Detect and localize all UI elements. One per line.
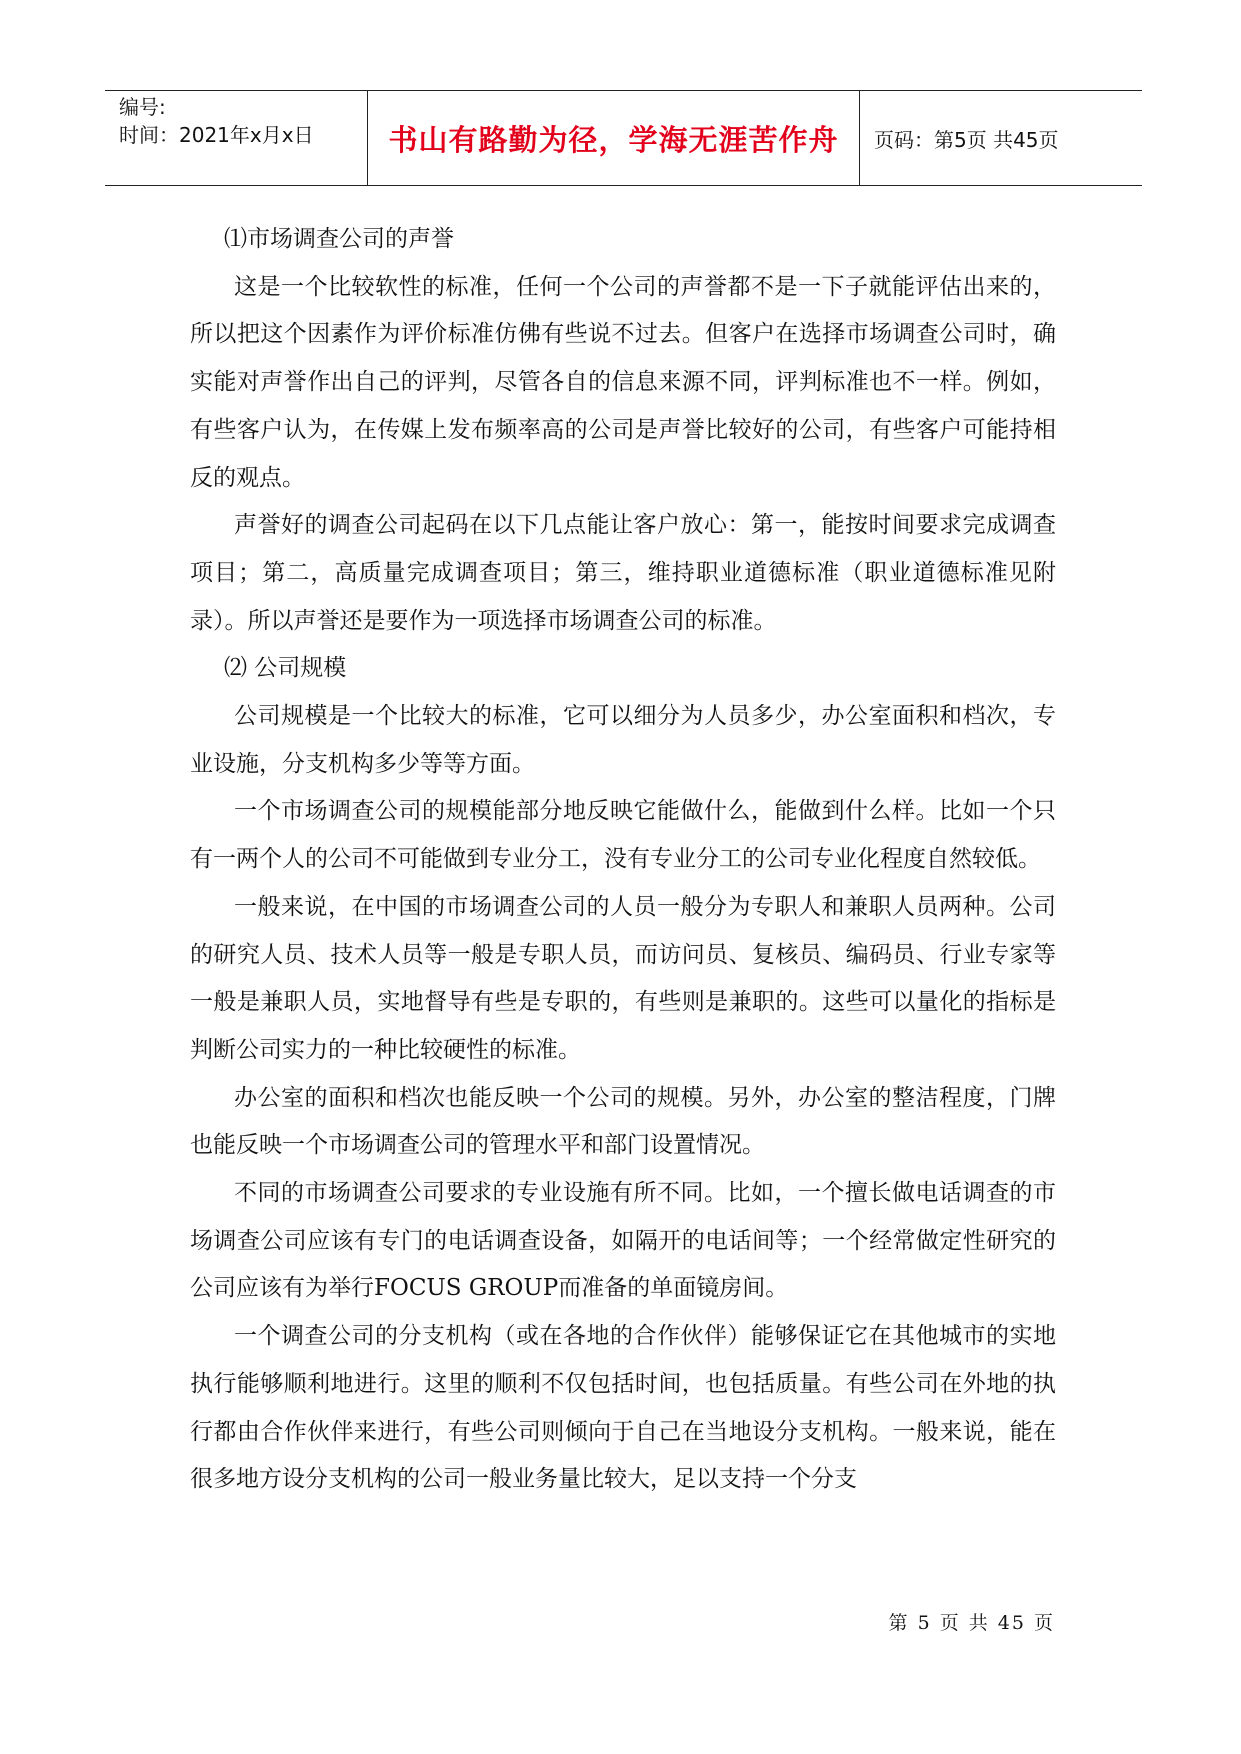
paragraph: 办公室的面积和档次也能反映一个公司的规模。另外，办公室的整洁程度，门牌也能反映一个市场调查公司的管理水平和部门设置情况。 <box>190 1084 1056 1159</box>
paragraph: 一般来说，在中国的市场调查公司的人员一般分为专职人和兼职人员两种。公司的研究人员、技术人员等一般是专职人员，而访问员、复核员、编码员、行业专家等一般是兼职人员，实地督导有些是专职的，有些则是兼职的。这些可以量化的指标是判断公司实力的一种比较硬性的标准。 <box>190 893 1056 1063</box>
document-body <box>190 216 1056 1504</box>
number-label: 编号: <box>119 95 166 119</box>
page-footer: 第 5 页 共 45 页 <box>888 1612 1055 1634</box>
paragraph: 不同的市场调查公司要求的专业设施有所不同。比如，一个擅长做电话调查的市场调查公司应该有专门的电话调查设备，如隔开的电话间等；一个经常做定性研究的公司应该有为举行FOCUS GROUP而准备的单面镜房间。 <box>190 1180 1056 1302</box>
section-heading-scale: ⑵ 公司规模 <box>224 655 347 682</box>
paragraph: 公司规模是一个比较大的标准，它可以细分为人员多少，办公室面积和档次，专业设施，分支机构多少等等方面。 <box>190 703 1056 777</box>
header-meta <box>105 91 368 185</box>
paragraph: 一个调查公司的分支机构（或在各地的合作伙伴）能够保证它在其他城市的实地执行能够顺利地进行。这里的顺利不仅包括时间，也包括质量。有些公司在外地的执行都由合作伙伴来进行，有些公司则倾向于自己在当地设分支机构。一般来说，能在很多地方设分支机构的公司一般业务量比较大，足以支持一个分支 <box>190 1323 1056 1493</box>
paragraph: 这是一个比较软性的标准，任何一个公司的声誉都不是一下子就能评估出来的，所以把这个因素作为评价标准仿佛有些说不过去。但客户在选择市场调查公司时，确实能对声誉作出自己的评判，尽管各自的信息来源不同，评判标准也不一样。例如，有些客户认为，在传媒上发布频率高的公司是声誉比较好的公司，有些客户可能持相反的观点。 <box>190 273 1056 491</box>
page-header <box>105 90 1142 186</box>
header-page-info: 页码：第5页 共45页 <box>874 127 1059 152</box>
time-label: 时间：2021年x月x日 <box>119 123 314 147</box>
paragraph: 声誉好的调查公司起码在以下几点能让客户放心：第一，能按时间要求完成调查项目；第二，高质量完成调查项目；第三，维持职业道德标准（职业道德标准见附录）。所以声誉还是要作为一项选择市场调查公司的标准。 <box>190 512 1056 634</box>
section-heading-reputation: ⑴市场调查公司的声誉 <box>224 226 454 252</box>
paragraph: 一个市场调查公司的规模能部分地反映它能做什么，能做到什么样。比如一个只有一两个人的公司不可能做到专业分工，没有专业分工的公司专业化程度自然较低。 <box>190 798 1056 873</box>
header-motto: 书山有路勤为径，学海无涯苦作舟 <box>368 91 860 185</box>
